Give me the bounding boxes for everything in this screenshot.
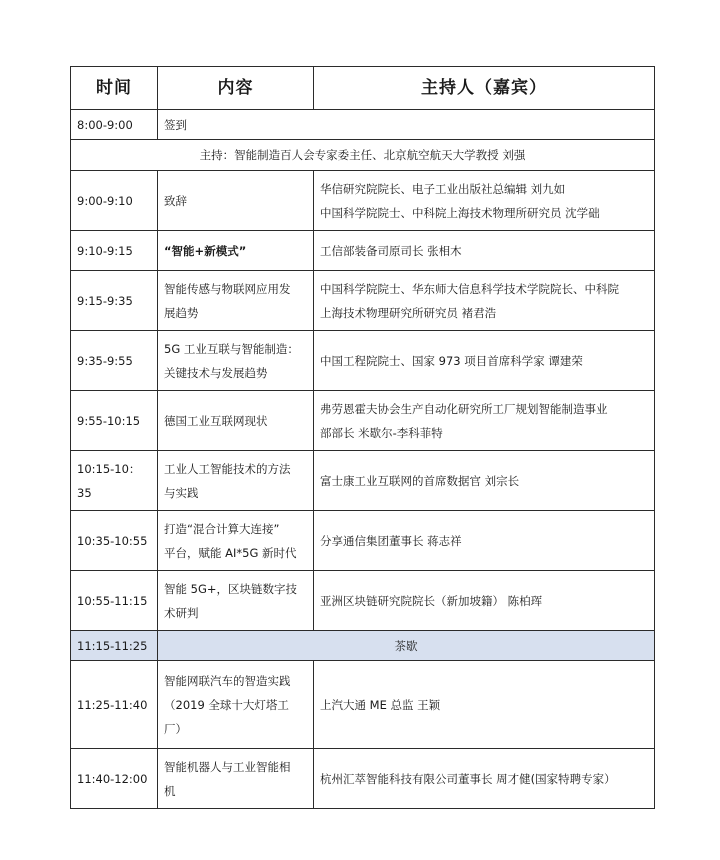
content-line: 展趋势 xyxy=(164,305,199,320)
content-cell: 德国工业互联网现状 xyxy=(158,391,314,451)
table-row xyxy=(71,511,655,571)
host-line: 上海技术物理研究所研究员 褚君浩 xyxy=(320,305,497,320)
host-line: 中国科学院院士、中科院上海技术物理所研究员 沈学础 xyxy=(320,205,600,220)
table-row xyxy=(71,451,655,511)
content-line: 智能机器人与工业智能相 xyxy=(164,759,291,774)
break-row xyxy=(71,631,655,661)
host-cell: 中国工程院院士、国家 973 项目首席科学家 谭建荣 xyxy=(314,331,655,391)
host-cell: 分享通信集团董事长 蒋志祥 xyxy=(314,511,655,571)
host-cell xyxy=(314,271,655,331)
table-row xyxy=(71,331,655,391)
table-row xyxy=(71,110,655,140)
content-cell xyxy=(158,331,314,391)
table-row xyxy=(71,271,655,331)
content-line: 工业人工智能技术的方法 xyxy=(164,461,291,476)
content-line: 厂） xyxy=(164,721,187,736)
header-host: 主持人（嘉宾） xyxy=(314,67,655,110)
host-cell: 上汽大通 ME 总监 王颖 xyxy=(314,661,655,749)
table-row xyxy=(71,661,655,749)
agenda-table xyxy=(70,66,655,809)
content-cell xyxy=(158,511,314,571)
content-line: 智能传感与物联网应用发 xyxy=(164,281,291,296)
content-cell xyxy=(158,451,314,511)
host-line: 弗劳恩霍夫协会生产自动化研究所工厂规划智能制造事业 xyxy=(320,401,608,416)
table-row xyxy=(71,571,655,631)
table-row xyxy=(71,231,655,271)
host-cell xyxy=(314,391,655,451)
content-cell xyxy=(158,271,314,331)
host-cell: 工信部装备司原司长 张相木 xyxy=(314,231,655,271)
content-cell: 致辞 xyxy=(158,171,314,231)
time-cell: 9:55-10:15 xyxy=(71,391,158,451)
break-label: 茶歇 xyxy=(158,631,655,661)
content-line: 智能 5G+，区块链数字技 xyxy=(164,581,298,596)
time-cell: 10:55-11:15 xyxy=(71,571,158,631)
table-header-row xyxy=(71,67,655,110)
content-line: 机 xyxy=(164,783,176,798)
time-cell: 11:40-12:00 xyxy=(71,749,158,809)
host-line: 主持：智能制造百人会专家委主任、北京航空航天大学教授 刘强 xyxy=(71,140,655,171)
header-content: 内容 xyxy=(158,67,314,110)
time-cell: 10:15-10：35 xyxy=(71,451,158,511)
time-cell: 11:15-11:25 xyxy=(71,631,158,661)
host-cell: 亚洲区块链研究院院长（新加坡籍） 陈柏珲 xyxy=(314,571,655,631)
content-line: 智能网联汽车的智造实践 xyxy=(164,673,291,688)
host-line: 华信研究院院长、电子工业出版社总编辑 刘九如 xyxy=(320,181,566,196)
time-cell: 9:10-9:15 xyxy=(71,231,158,271)
time-cell: 9:35-9:55 xyxy=(71,331,158,391)
content-cell xyxy=(158,749,314,809)
content-line: 关键技术与发展趋势 xyxy=(164,365,268,380)
table-row xyxy=(71,140,655,171)
content-line: （2019 全球十大灯塔工 xyxy=(164,697,289,712)
content-line: 5G 工业互联与智能制造： xyxy=(164,341,299,356)
host-cell: 杭州汇萃智能科技有限公司董事长 周才健(国家特聘专家） xyxy=(314,749,655,809)
host-cell xyxy=(314,171,655,231)
time-cell: 10:35-10:55 xyxy=(71,511,158,571)
content-line: 与实践 xyxy=(164,485,199,500)
time-cell: 9:15-9:35 xyxy=(71,271,158,331)
content-line: 打造“混合计算大连接” xyxy=(164,521,280,536)
time-cell: 9:00-9:10 xyxy=(71,171,158,231)
content-cell: 签到 xyxy=(158,110,655,140)
time-cell: 11:25-11:40 xyxy=(71,661,158,749)
content-line: 平台，赋能 AI*5G 新时代 xyxy=(164,545,297,560)
table-row xyxy=(71,171,655,231)
content-cell: “智能+新模式” xyxy=(158,231,314,271)
header-time: 时间 xyxy=(71,67,158,110)
table-row xyxy=(71,391,655,451)
host-cell: 富士康工业互联网的首席数据官 刘宗长 xyxy=(314,451,655,511)
time-cell: 8:00-9:00 xyxy=(71,110,158,140)
host-line: 部部长 米歇尔-李科菲特 xyxy=(320,425,443,440)
content-cell xyxy=(158,571,314,631)
host-line: 中国科学院院士、华东师大信息科学技术学院院长、中科院 xyxy=(320,281,619,296)
content-cell xyxy=(158,661,314,749)
content-line: 术研判 xyxy=(164,605,199,620)
table-row xyxy=(71,749,655,809)
